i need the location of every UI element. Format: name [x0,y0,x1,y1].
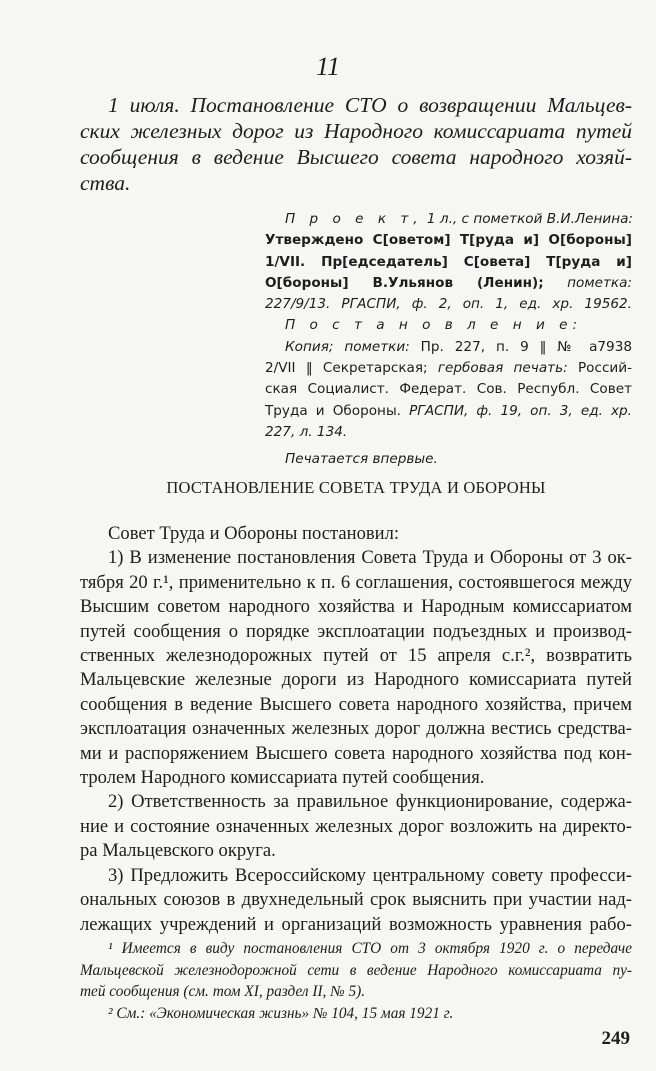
footnote-line: ¹ Имеется в виду постановления СТО от 3 октября 1920 г. о передаче [108,940,632,957]
note-line [265,449,632,470]
note-plain: Пр. 227, п. 9 ‖ № а7938 [409,338,633,355]
note-bold: О[бороны] В.Ульянов (Ленин); [265,274,544,291]
body-line: эксплоатация означенных железных дорог должна вестись средства- [80,718,632,740]
body-line: 1) В изменение постановления Совета Труда и Обороны от 3 ок- [108,547,632,569]
note-line [265,379,632,400]
note-spaced: П р о е к т, [285,211,423,227]
body-line: путей сообщения о порядке эксплоатации подъездных и производ- [80,620,632,642]
note-plain: Россий- [567,360,632,377]
note-line [265,401,632,422]
footnotes [80,938,632,1024]
body-line: 2) Ответственность за правильное функционирование, содержа- [108,791,632,813]
note-italic: пометка: [543,274,632,291]
body-line: сообщения в ведение Высшего совета народного хозяйства, причем [80,693,632,715]
archival-notes [265,209,632,471]
note-italic: РГАСПИ, ф. 19, оп. 3, ед. хр. [409,402,632,419]
title-line: 1 июля. Постановление СТО о возвращении Мальцев- [108,93,632,117]
body-line: 3) Предложить Всероссийскому центральному совету професси- [108,864,632,886]
note-italic: Копия; пометки: [285,338,410,355]
note-plain: Труда и Обороны. [265,402,410,419]
note-italic: 1 л., с пометкой В.И.Ленина: [422,211,633,227]
note-spaced: П о с т а н о в л е н и е: [285,317,583,334]
note-plain: 2/VII ‖ Секретарская; [265,360,428,377]
note-line [265,315,632,336]
note-line [265,209,632,230]
page-number: 249 [601,1028,630,1049]
title-line: сообщения в ведение Высшего совета народного хозяй- [80,145,632,169]
body-line: ональных союзов в двухнедельный срок выяснить при участии над- [80,889,632,911]
body-line: Совет Труда и Обороны постановил: [108,523,400,544]
body-line: ние и состояние означенных железных дорог возложить на директо- [80,815,632,837]
note-line [265,358,632,379]
body-line: лежащих учреждений и организаций возможность уравнения рабо- [80,913,632,935]
note-line [265,230,632,251]
body-line: тролем Народного комиссариата путей сообщения. [80,767,485,789]
document-title [80,92,632,196]
body-line: Высшим советом народного хозяйства и Народным комиссариатом [80,596,632,618]
note-italic: 227, л. 134. [265,423,348,440]
footnote-line: тей сообщения (см. том XI, раздел II, № 5). [80,983,366,1000]
resolution-body [80,522,632,937]
note-line [265,273,632,294]
note-italic: 227/9/13. РГАСПИ, ф. 2, оп. 1, ед. хр. 19562. [265,296,632,313]
note-line [265,252,632,273]
body-line: ми и распоряжением Высшего совета народного хозяйства под кон- [80,742,632,764]
title-line: ских железных дорог из Народного комиссариата путей [80,119,632,143]
document-number: 11 [315,52,341,81]
body-line: ра Мальцевского округа. [80,840,276,862]
note-bold: Утверждено С[оветом] Т[руда и] О[бороны] [265,232,632,249]
note-plain: ская Социалист. Федерат. Сов. Республ. Совет [265,381,632,398]
body-line: Мальцевские железные дороги из Народного комиссариата путей [80,669,632,691]
footnote-line: Мальцевской железнодорожной сети в ведение Народного комиссариата пу- [80,961,632,979]
section-heading: ПОСТАНОВЛЕНИЕ СОВЕТА ТРУДА И ОБОРОНЫ [166,478,546,497]
note-line [265,337,632,358]
body-line: тября 20 г.¹, применительно к п. 6 соглашения, состоявшегося между [80,571,632,593]
footnote-line: ² См.: «Экономическая жизнь» № 104, 15 мая 1921 г. [108,1004,454,1022]
note-italic: гербовая печать: [427,360,568,377]
title-line: ства. [80,171,131,195]
note-line [265,294,632,315]
note-line [265,422,632,443]
note-italic: Печатается впервые. [285,451,438,468]
note-bold: 1/VII. Пр[едседатель] С[овета] Т[руда и] [265,253,632,270]
body-line: ственных железнодорожных путей от 15 апреля с.г.², возвратить [80,645,632,667]
